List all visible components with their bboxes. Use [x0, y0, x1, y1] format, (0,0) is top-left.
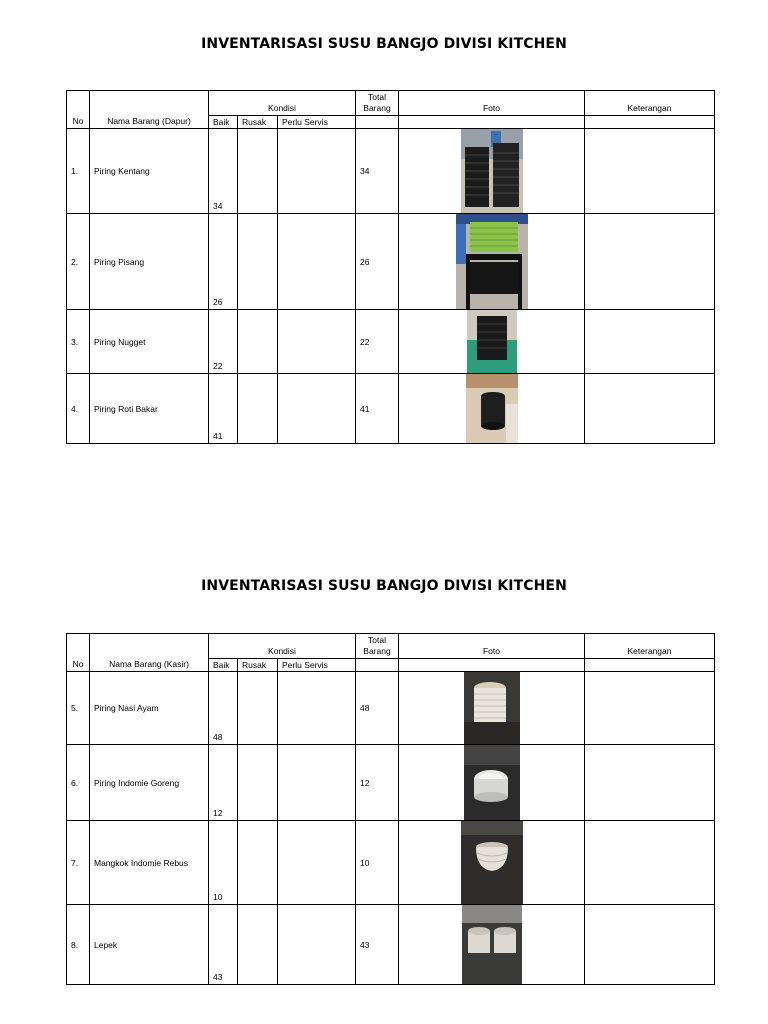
- green-and-black-plates-photo: [456, 214, 528, 309]
- header-keterangan: Keterangan: [585, 91, 715, 116]
- row-photo: [399, 310, 585, 374]
- row-keterangan: [585, 821, 715, 905]
- row-keterangan: [585, 310, 715, 374]
- header-total-barang: Total Barang: [356, 91, 399, 116]
- row-perlu-servis: [278, 310, 356, 374]
- row-keterangan: [585, 214, 715, 310]
- header-keterangan-empty: [585, 659, 715, 672]
- row-photo: [399, 905, 585, 985]
- row-baik: 48: [209, 672, 238, 745]
- stacked-white-plates-photo: [464, 672, 520, 744]
- row-rusak: [238, 310, 278, 374]
- row-rusak: [238, 374, 278, 444]
- header-kondisi: Kondisi: [209, 91, 356, 116]
- row-perlu-servis: [278, 745, 356, 821]
- header-no: No: [67, 91, 90, 129]
- table-row: [67, 905, 715, 985]
- table-row: [67, 821, 715, 905]
- row-name: Piring Indomie Goreng: [90, 745, 209, 821]
- row-no: 3.: [67, 310, 90, 374]
- header-baik: Baik: [209, 116, 238, 129]
- row-keterangan: [585, 672, 715, 745]
- white-bowls-photo: [461, 821, 523, 904]
- row-rusak: [238, 672, 278, 745]
- row-baik: 12: [209, 745, 238, 821]
- row-keterangan: [585, 745, 715, 821]
- header-total-barang: Total Barang: [356, 634, 399, 659]
- header-total-empty: [356, 116, 399, 129]
- header-no: No: [67, 634, 90, 672]
- row-keterangan: [585, 374, 715, 444]
- table-row: [67, 672, 715, 745]
- row-keterangan: [585, 129, 715, 214]
- row-total: 10: [356, 821, 399, 905]
- row-baik: 22: [209, 310, 238, 374]
- row-total: 26: [356, 214, 399, 310]
- header-nama-barang: Nama Barang (Dapur): [90, 91, 209, 129]
- row-photo: [399, 129, 585, 214]
- row-photo: [399, 745, 585, 821]
- row-total: 41: [356, 374, 399, 444]
- table-row: [67, 129, 715, 214]
- row-name: Piring Nasi Ayam: [90, 672, 209, 745]
- row-no: 7.: [67, 821, 90, 905]
- row-perlu-servis: [278, 129, 356, 214]
- header-perlu-servis: Perlu Servis: [278, 659, 356, 672]
- header-rusak: Rusak: [238, 116, 278, 129]
- header-foto: Foto: [399, 634, 585, 659]
- stacked-black-plates-photo: [461, 129, 523, 213]
- header-kondisi: Kondisi: [209, 634, 356, 659]
- table-row: [67, 745, 715, 821]
- row-no: 1.: [67, 129, 90, 214]
- row-no: 5.: [67, 672, 90, 745]
- row-baik: 43: [209, 905, 238, 985]
- header-keterangan-empty: [585, 116, 715, 129]
- row-no: 6.: [67, 745, 90, 821]
- row-no: 8.: [67, 905, 90, 985]
- row-perlu-servis: [278, 905, 356, 985]
- section-title: INVENTARISASI SUSU BANGJO DIVISI KITCHEN: [201, 36, 567, 52]
- white-plate-dark-table-photo: [464, 745, 520, 820]
- row-name: Mangkok Indomie Rebus: [90, 821, 209, 905]
- row-no: 4.: [67, 374, 90, 444]
- row-photo: [399, 374, 585, 444]
- row-no: 2.: [67, 214, 90, 310]
- row-name: Piring Nugget: [90, 310, 209, 374]
- row-baik: 34: [209, 129, 238, 214]
- row-rusak: [238, 821, 278, 905]
- header-foto: Foto: [399, 91, 585, 116]
- row-rusak: [238, 214, 278, 310]
- inventory-table-kasir: [66, 633, 715, 985]
- table-row: [67, 374, 715, 444]
- table-row: [67, 310, 715, 374]
- row-rusak: [238, 745, 278, 821]
- header-foto-empty: [399, 116, 585, 129]
- header-keterangan: Keterangan: [585, 634, 715, 659]
- row-baik: 10: [209, 821, 238, 905]
- black-baskets-in-green-bin-photo: [467, 310, 517, 373]
- row-photo: [399, 672, 585, 745]
- header-total-empty: [356, 659, 399, 672]
- row-perlu-servis: [278, 821, 356, 905]
- row-total: 43: [356, 905, 399, 985]
- row-total: 22: [356, 310, 399, 374]
- header-perlu-servis: Perlu Servis: [278, 116, 356, 129]
- row-name: Piring Pisang: [90, 214, 209, 310]
- row-photo: [399, 214, 585, 310]
- section-title: INVENTARISASI SUSU BANGJO DIVISI KITCHEN: [201, 578, 567, 594]
- row-rusak: [238, 129, 278, 214]
- header-foto-empty: [399, 659, 585, 672]
- white-saucers-photo: [462, 905, 522, 984]
- black-plates-on-floor-photo: [466, 374, 518, 443]
- row-keterangan: [585, 905, 715, 985]
- row-total: 12: [356, 745, 399, 821]
- row-baik: 26: [209, 214, 238, 310]
- row-perlu-servis: [278, 214, 356, 310]
- row-name: Piring Kentang: [90, 129, 209, 214]
- row-name: Lepek: [90, 905, 209, 985]
- row-photo: [399, 821, 585, 905]
- table-row: [67, 214, 715, 310]
- inventory-table-dapur: [66, 90, 715, 444]
- header-nama-barang: Nama Barang (Kasir): [90, 634, 209, 672]
- header-baik: Baik: [209, 659, 238, 672]
- row-total: 34: [356, 129, 399, 214]
- row-perlu-servis: [278, 672, 356, 745]
- row-name: Piring Roti Bakar: [90, 374, 209, 444]
- row-perlu-servis: [278, 374, 356, 444]
- header-rusak: Rusak: [238, 659, 278, 672]
- row-rusak: [238, 905, 278, 985]
- row-baik: 41: [209, 374, 238, 444]
- row-total: 48: [356, 672, 399, 745]
